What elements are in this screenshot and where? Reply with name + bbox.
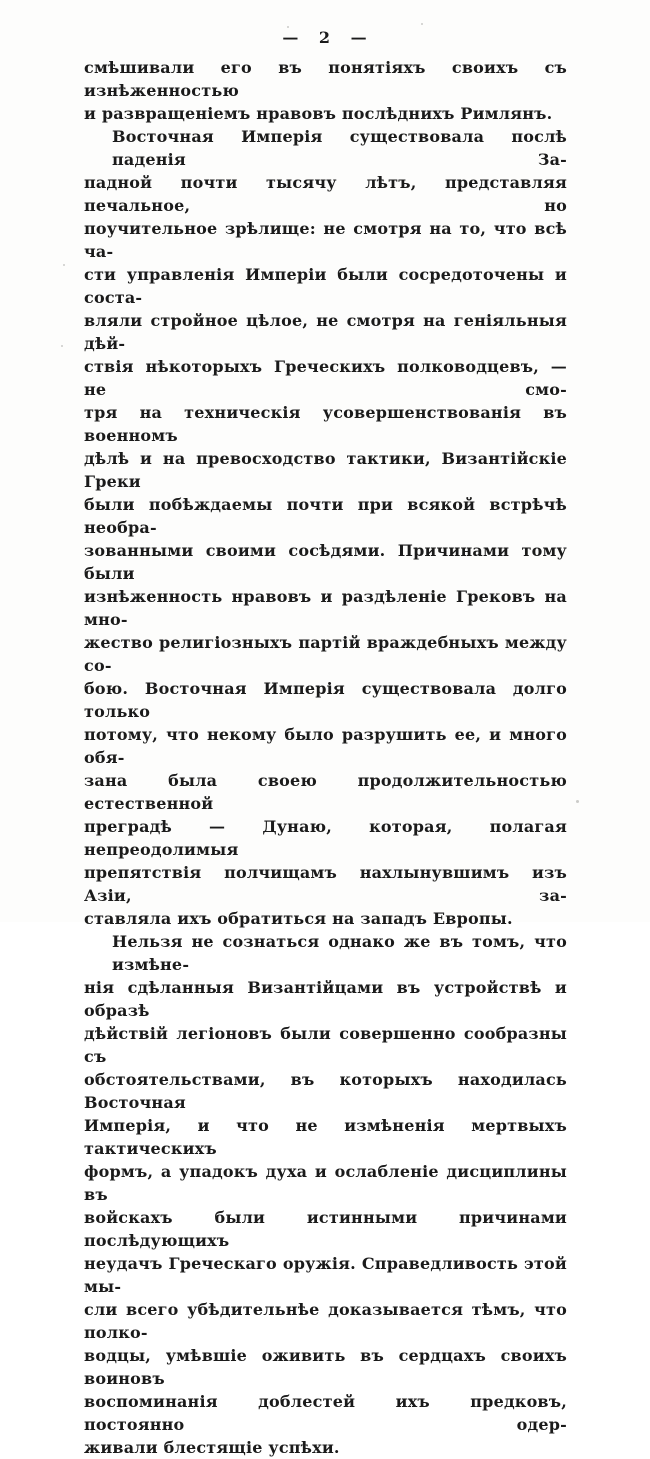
text-line: воспоминанія доблестей ихъ предковъ, постоянно одер- bbox=[84, 1392, 567, 1434]
page-number: — 2 — bbox=[282, 28, 368, 47]
text-line: неудачъ Греческаго оружія. Справедливость этой мы- bbox=[84, 1254, 567, 1296]
text-line: препятствія полчищамъ нахлынувшимъ изъ Азіи, за- bbox=[84, 863, 567, 905]
text-line: и развращеніемъ нравовъ послѣднихъ Римлянъ. bbox=[84, 104, 553, 123]
text-line: формъ, а упадокъ духа и ослабленіе дисциплины въ bbox=[84, 1162, 567, 1204]
text-line: тря на техническія усовершенствованія въ военномъ bbox=[84, 403, 567, 445]
text-line: были побѣждаемы почти при всякой встрѣчѣ необра- bbox=[84, 495, 567, 537]
text-line: обстоятельствами, въ которыхъ находилась Восточная bbox=[84, 1070, 567, 1112]
text-line: бою. Восточная Имперія существовала долго только bbox=[84, 679, 567, 721]
text-line: изнѣженность нравовъ и раздѣленіе Грековъ на мно- bbox=[84, 587, 567, 629]
text-line: поучительное зрѣлище: не смотря на то, что всѣ ча- bbox=[84, 219, 567, 261]
scan-speck bbox=[61, 345, 63, 347]
text-line: Нельзя не сознаться однако же въ томъ, что измѣне- bbox=[112, 932, 567, 974]
text-block bbox=[84, 56, 567, 1459]
text-line: водцы, умѣвшіе оживить въ сердцахъ своихъ воиновъ bbox=[84, 1346, 567, 1388]
text-line: войскахъ были истинными причинами послѣдующихъ bbox=[84, 1208, 567, 1250]
text-line: нія сдѣланныя Византійцами въ устройствѣ и образѣ bbox=[84, 978, 567, 1020]
text-line: ствія нѣкоторыхъ Греческихъ полководцевъ, — не смо- bbox=[84, 357, 567, 399]
text-line: зованными своими сосѣдями. Причинами тому были bbox=[84, 541, 567, 583]
text-line: зана была своею продолжительностью естественной bbox=[84, 771, 567, 813]
text-line: сли всего убѣдительнѣе доказывается тѣмъ, что полко- bbox=[84, 1300, 567, 1342]
text-line: дѣйствій легіоновъ были совершенно сообразны съ bbox=[84, 1024, 567, 1066]
text-line: смѣшивали его въ понятіяхъ своихъ съ изнѣженностью bbox=[84, 58, 567, 100]
text-line: дѣлѣ и на превосходство тактики, Византійскіе Греки bbox=[84, 449, 567, 491]
text-line: Имперія, и что не измѣненія мертвыхъ тактическихъ bbox=[84, 1116, 567, 1158]
text-line: Восточная Имперія существовала послѣ паденія За- bbox=[112, 127, 567, 169]
text-line: падной почти тысячу лѣтъ, представляя печальное, но bbox=[84, 173, 567, 215]
text-line: вляли стройное цѣлое, не смотря на геніяльныя дѣй- bbox=[84, 311, 567, 353]
text-line: потому, что некому было разрушить ее, и много обя- bbox=[84, 725, 567, 767]
text-line: преградѣ — Дунаю, которая, полагая непреодолимыя bbox=[84, 817, 567, 859]
scan-speck bbox=[287, 26, 289, 28]
scan-speck bbox=[63, 264, 65, 266]
text-line: сти управленія Имперіи были сосредоточены и соста- bbox=[84, 265, 567, 307]
scan-speck bbox=[576, 800, 579, 803]
scan-speck bbox=[421, 23, 423, 25]
text-line: ставляла ихъ обратиться на западъ Европы. bbox=[84, 909, 513, 928]
text-line: жество религіозныхъ партій враждебныхъ между со- bbox=[84, 633, 567, 675]
text-line: живали блестящіе успѣхи. bbox=[84, 1438, 340, 1457]
